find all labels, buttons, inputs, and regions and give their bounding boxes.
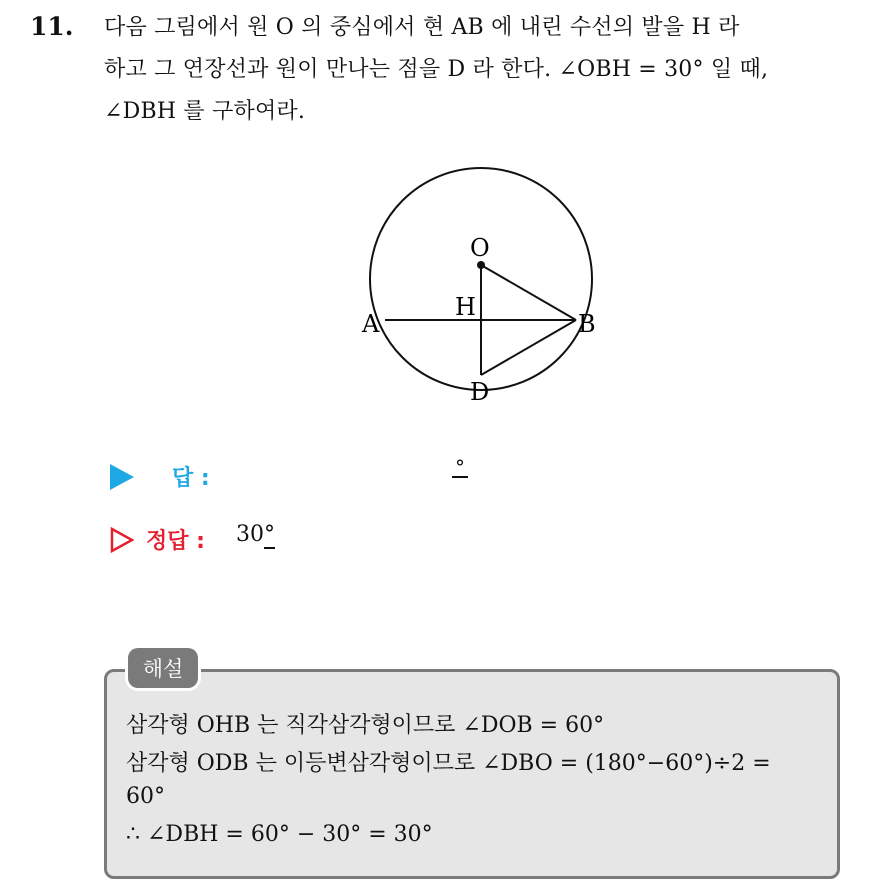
question-number: 11. bbox=[30, 12, 74, 41]
answer-row bbox=[110, 461, 210, 492]
label-a: A bbox=[362, 310, 380, 338]
play-filled-icon bbox=[110, 464, 134, 490]
segment-ob bbox=[481, 265, 576, 320]
question-line-1: 다음 그림에서 원 O 의 중심에서 현 AB 에 내린 수선의 발을 H 라 bbox=[104, 15, 740, 40]
correct-answer-value bbox=[236, 522, 275, 547]
center-point bbox=[477, 261, 485, 269]
play-outline-icon bbox=[110, 527, 134, 553]
explanation-tab: 해설 bbox=[128, 648, 198, 688]
answer-blank[interactable]: ° bbox=[452, 458, 468, 478]
label-d: D bbox=[470, 378, 490, 406]
correct-answer-label: 정답 : bbox=[146, 529, 205, 554]
label-o: O bbox=[470, 234, 490, 262]
explanation-line-2: 삼각형 ODB 는 이등변삼각형이므로 ∠DBO = (180°−60°)÷2 = bbox=[126, 751, 771, 776]
answer-label: 답 : bbox=[172, 466, 210, 491]
label-b: B bbox=[578, 310, 596, 338]
question-line-2: 하고 그 연장선과 원이 만나는 점을 D 라 한다. ∠OBH = 30° 일 때, bbox=[104, 57, 769, 82]
correct-answer-unit: ° bbox=[264, 522, 275, 547]
question-line-3: ∠DBH 를 구하여라. bbox=[104, 99, 306, 124]
circle-figure bbox=[340, 150, 640, 420]
correct-answer-number: 30 bbox=[236, 522, 264, 547]
segment-db bbox=[481, 320, 576, 375]
explanation-line-1: 삼각형 OHB 는 직각삼각형이므로 ∠DOB = 60° bbox=[126, 713, 605, 738]
explanation-line-3: 60° bbox=[126, 784, 165, 809]
correct-answer-row bbox=[110, 524, 205, 555]
label-h: H bbox=[455, 293, 476, 321]
explanation-line-4: ∴ ∠DBH = 60° − 30° = 30° bbox=[126, 822, 433, 847]
